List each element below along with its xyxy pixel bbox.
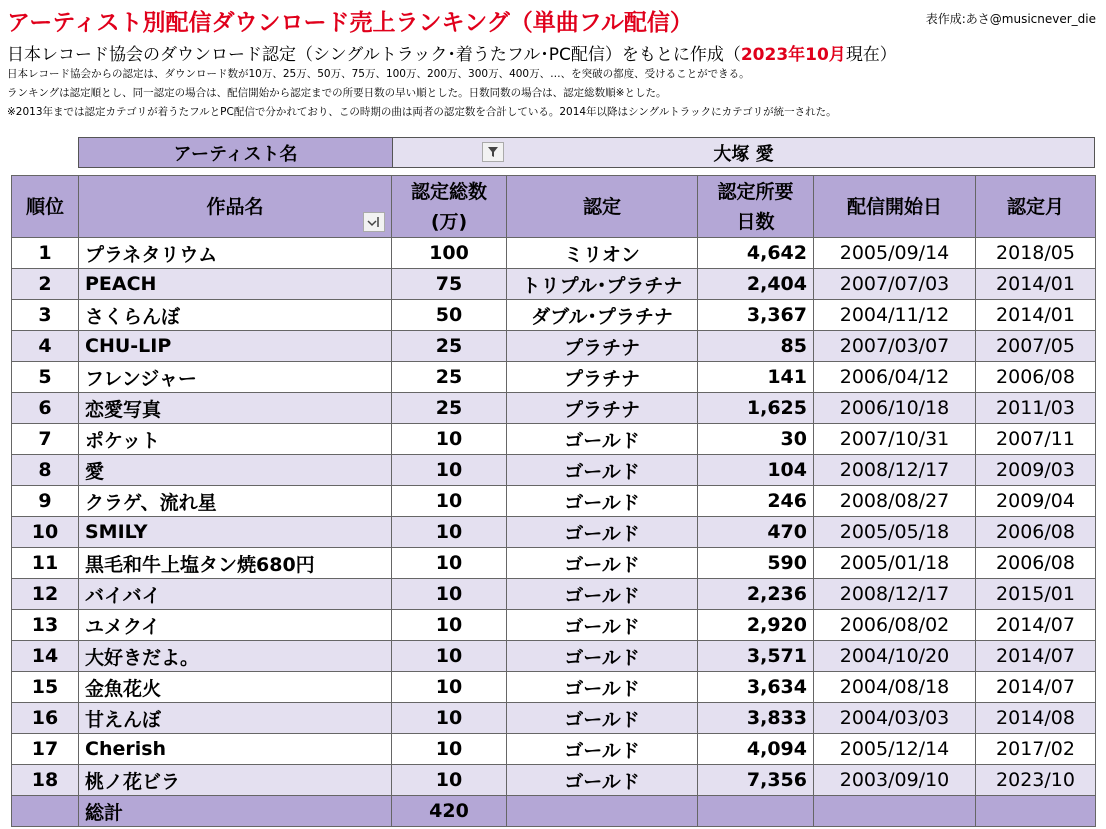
rank-cell: 4 bbox=[12, 331, 79, 362]
artist-filter-value: 大塚 愛 bbox=[713, 143, 774, 165]
cert-cell: ゴールド bbox=[507, 734, 698, 765]
cert-cell: プラチナ bbox=[507, 331, 698, 362]
title-cell: 大好きだよ。 bbox=[79, 641, 392, 672]
rank-cell: 6 bbox=[12, 393, 79, 424]
rank-cell: 18 bbox=[12, 765, 79, 796]
title-cell: プラネタリウム bbox=[79, 238, 392, 269]
title-cell: 甘えんぼ bbox=[79, 703, 392, 734]
artist-filter-label: アーティスト名 bbox=[79, 138, 393, 167]
start-date-cell: 2008/12/17 bbox=[814, 455, 976, 486]
cert-month-cell: 2023/10 bbox=[976, 765, 1096, 796]
cert-month-cell: 2014/01 bbox=[976, 300, 1096, 331]
days-cell: 30 bbox=[698, 424, 814, 455]
total-cell: 10 bbox=[392, 548, 507, 579]
title-cell: 黒毛和牛上塩タン焼680円 bbox=[79, 548, 392, 579]
col-days-line1: 認定所要 bbox=[717, 180, 794, 203]
rank-cell: 13 bbox=[12, 610, 79, 641]
cert-month-cell: 2014/07 bbox=[976, 641, 1096, 672]
col-total-line2: (万) bbox=[430, 210, 468, 233]
table-row bbox=[12, 548, 1096, 579]
start-date-cell: 2006/04/12 bbox=[814, 362, 976, 393]
cert-month-cell: 2011/03 bbox=[976, 393, 1096, 424]
total-cell: 10 bbox=[392, 486, 507, 517]
start-date-cell: 2007/10/31 bbox=[814, 424, 976, 455]
table-row bbox=[12, 424, 1096, 455]
col-cert: 認定 bbox=[507, 176, 698, 238]
table-row bbox=[12, 641, 1096, 672]
table-row bbox=[12, 703, 1096, 734]
start-date-cell: 2008/12/17 bbox=[814, 579, 976, 610]
cert-month-cell: 2007/11 bbox=[976, 424, 1096, 455]
rank-cell: 15 bbox=[12, 672, 79, 703]
days-cell: 590 bbox=[698, 548, 814, 579]
cert-cell: ダブル･プラチナ bbox=[507, 300, 698, 331]
table-row bbox=[12, 672, 1096, 703]
start-date-cell: 2005/05/18 bbox=[814, 517, 976, 548]
cert-cell: ゴールド bbox=[507, 455, 698, 486]
start-date-cell: 2004/03/03 bbox=[814, 703, 976, 734]
total-cell: 25 bbox=[392, 331, 507, 362]
total-cell: 10 bbox=[392, 455, 507, 486]
table-header-row bbox=[12, 176, 1096, 238]
page-title: アーティスト別配信ダウンロード売上ランキング（単曲フル配信） bbox=[7, 10, 693, 36]
total-cell: 10 bbox=[392, 517, 507, 548]
cert-month-cell: 2014/07 bbox=[976, 610, 1096, 641]
total-cell: 10 bbox=[392, 765, 507, 796]
note-category: ※2013年までは認定カテゴリが着うたフルとPC配信で分かれており、この時期の曲は両者の認定数を合計している。2014年以降はシングルトラックにカテゴリが統一された。 bbox=[7, 106, 837, 118]
days-cell: 3,367 bbox=[698, 300, 814, 331]
note-ranking-rule: ランキングは認定順とし、同一認定の場合は、配信開始から認定までの所要日数の早い順とした。日数同数の場合は、認定総数順※とした。 bbox=[7, 87, 667, 99]
title-cell: フレンジャー bbox=[79, 362, 392, 393]
cert-month-cell: 2006/08 bbox=[976, 362, 1096, 393]
start-date-cell: 2005/09/14 bbox=[814, 238, 976, 269]
subtitle bbox=[7, 40, 897, 65]
cert-cell: トリプル･プラチナ bbox=[507, 269, 698, 300]
table-row bbox=[12, 331, 1096, 362]
days-cell: 246 bbox=[698, 486, 814, 517]
start-date-cell: 2003/09/10 bbox=[814, 765, 976, 796]
total-cell: 25 bbox=[392, 362, 507, 393]
subtitle-date: 2023年10月 bbox=[740, 45, 846, 65]
title-cell: CHU-LIP bbox=[79, 331, 392, 362]
rank-cell: 3 bbox=[12, 300, 79, 331]
start-date-cell: 2004/10/20 bbox=[814, 641, 976, 672]
cert-cell: ゴールド bbox=[507, 703, 698, 734]
title-cell: 金魚花火 bbox=[79, 672, 392, 703]
title-cell: 桃ノ花ビラ bbox=[79, 765, 392, 796]
total-rank-cell bbox=[12, 796, 79, 827]
title-cell: さくらんぼ bbox=[79, 300, 392, 331]
days-cell: 104 bbox=[698, 455, 814, 486]
start-date-cell: 2007/07/03 bbox=[814, 269, 976, 300]
cert-cell: プラチナ bbox=[507, 393, 698, 424]
table-row bbox=[12, 765, 1096, 796]
rank-cell: 8 bbox=[12, 455, 79, 486]
title-cell: クラゲ、流れ星 bbox=[79, 486, 392, 517]
table-row bbox=[12, 362, 1096, 393]
table-row bbox=[12, 238, 1096, 269]
total-cell: 100 bbox=[392, 238, 507, 269]
table-row bbox=[12, 269, 1096, 300]
col-title[interactable] bbox=[79, 176, 392, 238]
title-cell: PEACH bbox=[79, 269, 392, 300]
subtitle-post: 現在） bbox=[845, 45, 897, 65]
total-cell: 50 bbox=[392, 300, 507, 331]
cert-cell: ゴールド bbox=[507, 672, 698, 703]
title-cell: ポケット bbox=[79, 424, 392, 455]
days-cell: 4,094 bbox=[698, 734, 814, 765]
start-date-cell: 2005/01/18 bbox=[814, 548, 976, 579]
title-cell: 愛 bbox=[79, 455, 392, 486]
start-date-cell: 2005/12/14 bbox=[814, 734, 976, 765]
cert-month-cell: 2006/08 bbox=[976, 548, 1096, 579]
cert-cell: ミリオン bbox=[507, 238, 698, 269]
total-empty-cert bbox=[507, 796, 698, 827]
cert-cell: ゴールド bbox=[507, 579, 698, 610]
table-row bbox=[12, 486, 1096, 517]
table-row bbox=[12, 517, 1096, 548]
title-cell: SMILY bbox=[79, 517, 392, 548]
days-cell: 4,642 bbox=[698, 238, 814, 269]
start-date-cell: 2006/10/18 bbox=[814, 393, 976, 424]
days-cell: 2,236 bbox=[698, 579, 814, 610]
cert-cell: ゴールド bbox=[507, 641, 698, 672]
cert-month-cell: 2014/01 bbox=[976, 269, 1096, 300]
table-row bbox=[12, 393, 1096, 424]
rank-cell: 16 bbox=[12, 703, 79, 734]
days-cell: 141 bbox=[698, 362, 814, 393]
rank-cell: 14 bbox=[12, 641, 79, 672]
days-cell: 7,356 bbox=[698, 765, 814, 796]
table-row bbox=[12, 610, 1096, 641]
total-label: 総計 bbox=[79, 796, 392, 827]
rank-cell: 10 bbox=[12, 517, 79, 548]
cert-month-cell: 2017/02 bbox=[976, 734, 1096, 765]
cert-month-cell: 2018/05 bbox=[976, 238, 1096, 269]
cert-month-cell: 2015/01 bbox=[976, 579, 1096, 610]
col-cert-month: 認定月 bbox=[976, 176, 1096, 238]
days-cell: 470 bbox=[698, 517, 814, 548]
cert-cell: プラチナ bbox=[507, 362, 698, 393]
table-row bbox=[12, 579, 1096, 610]
ranking-table bbox=[11, 175, 1096, 827]
cert-cell: ゴールド bbox=[507, 610, 698, 641]
col-total-line1: 認定総数 bbox=[410, 180, 487, 203]
rank-cell: 11 bbox=[12, 548, 79, 579]
cert-month-cell: 2006/08 bbox=[976, 517, 1096, 548]
cert-cell: ゴールド bbox=[507, 486, 698, 517]
total-cell: 75 bbox=[392, 269, 507, 300]
days-cell: 1,625 bbox=[698, 393, 814, 424]
days-cell: 85 bbox=[698, 331, 814, 362]
sort-descending-icon[interactable] bbox=[363, 212, 385, 232]
filter-icon[interactable] bbox=[482, 142, 504, 162]
total-empty-days bbox=[698, 796, 814, 827]
cert-month-cell: 2014/07 bbox=[976, 672, 1096, 703]
table-row bbox=[12, 300, 1096, 331]
days-cell: 2,404 bbox=[698, 269, 814, 300]
cert-month-cell: 2007/05 bbox=[976, 331, 1096, 362]
rank-cell: 2 bbox=[12, 269, 79, 300]
rank-cell: 12 bbox=[12, 579, 79, 610]
days-cell: 2,920 bbox=[698, 610, 814, 641]
col-total bbox=[392, 176, 507, 238]
title-cell: Cherish bbox=[79, 734, 392, 765]
subtitle-pre: 日本レコード協会のダウンロード認定（シングルトラック･着うたフル･PC配信）をもとに作成（ bbox=[7, 45, 741, 65]
total-value: 420 bbox=[392, 796, 507, 827]
cert-cell: ゴールド bbox=[507, 765, 698, 796]
start-date-cell: 2007/03/07 bbox=[814, 331, 976, 362]
total-cell: 10 bbox=[392, 641, 507, 672]
rank-cell: 17 bbox=[12, 734, 79, 765]
start-date-cell: 2008/08/27 bbox=[814, 486, 976, 517]
rank-cell: 1 bbox=[12, 238, 79, 269]
cert-cell: ゴールド bbox=[507, 517, 698, 548]
total-cell: 10 bbox=[392, 579, 507, 610]
artist-filter-row bbox=[78, 137, 1095, 168]
rank-cell: 5 bbox=[12, 362, 79, 393]
title-cell: 恋愛写真 bbox=[79, 393, 392, 424]
cert-month-cell: 2014/08 bbox=[976, 703, 1096, 734]
total-empty-month bbox=[976, 796, 1096, 827]
rank-cell: 7 bbox=[12, 424, 79, 455]
col-days bbox=[698, 176, 814, 238]
total-row bbox=[12, 796, 1096, 827]
start-date-cell: 2006/08/02 bbox=[814, 610, 976, 641]
total-cell: 25 bbox=[392, 393, 507, 424]
total-cell: 10 bbox=[392, 424, 507, 455]
days-cell: 3,634 bbox=[698, 672, 814, 703]
start-date-cell: 2004/11/12 bbox=[814, 300, 976, 331]
total-cell: 10 bbox=[392, 610, 507, 641]
col-start-date: 配信開始日 bbox=[814, 176, 976, 238]
total-cell: 10 bbox=[392, 703, 507, 734]
artist-filter-cell[interactable] bbox=[393, 138, 1094, 167]
table-row bbox=[12, 455, 1096, 486]
cert-month-cell: 2009/03 bbox=[976, 455, 1096, 486]
start-date-cell: 2004/08/18 bbox=[814, 672, 976, 703]
days-cell: 3,571 bbox=[698, 641, 814, 672]
note-certification: 日本レコード協会からの認定は、ダウンロード数が10万、25万、50万、75万、100万、200万、300万、400万、…、を突破の都度、受けることができる。 bbox=[7, 68, 750, 80]
col-rank: 順位 bbox=[12, 176, 79, 238]
total-empty-start bbox=[814, 796, 976, 827]
total-cell: 10 bbox=[392, 734, 507, 765]
title-cell: ユメクイ bbox=[79, 610, 392, 641]
col-title-label: 作品名 bbox=[206, 195, 264, 218]
rank-cell: 9 bbox=[12, 486, 79, 517]
col-days-line2: 日数 bbox=[736, 210, 775, 233]
cert-cell: ゴールド bbox=[507, 548, 698, 579]
cert-month-cell: 2009/04 bbox=[976, 486, 1096, 517]
total-cell: 10 bbox=[392, 672, 507, 703]
table-row bbox=[12, 734, 1096, 765]
days-cell: 3,833 bbox=[698, 703, 814, 734]
title-cell: バイバイ bbox=[79, 579, 392, 610]
author-credit: 表作成:あさ@musicnever_die bbox=[925, 12, 1096, 26]
cert-cell: ゴールド bbox=[507, 424, 698, 455]
